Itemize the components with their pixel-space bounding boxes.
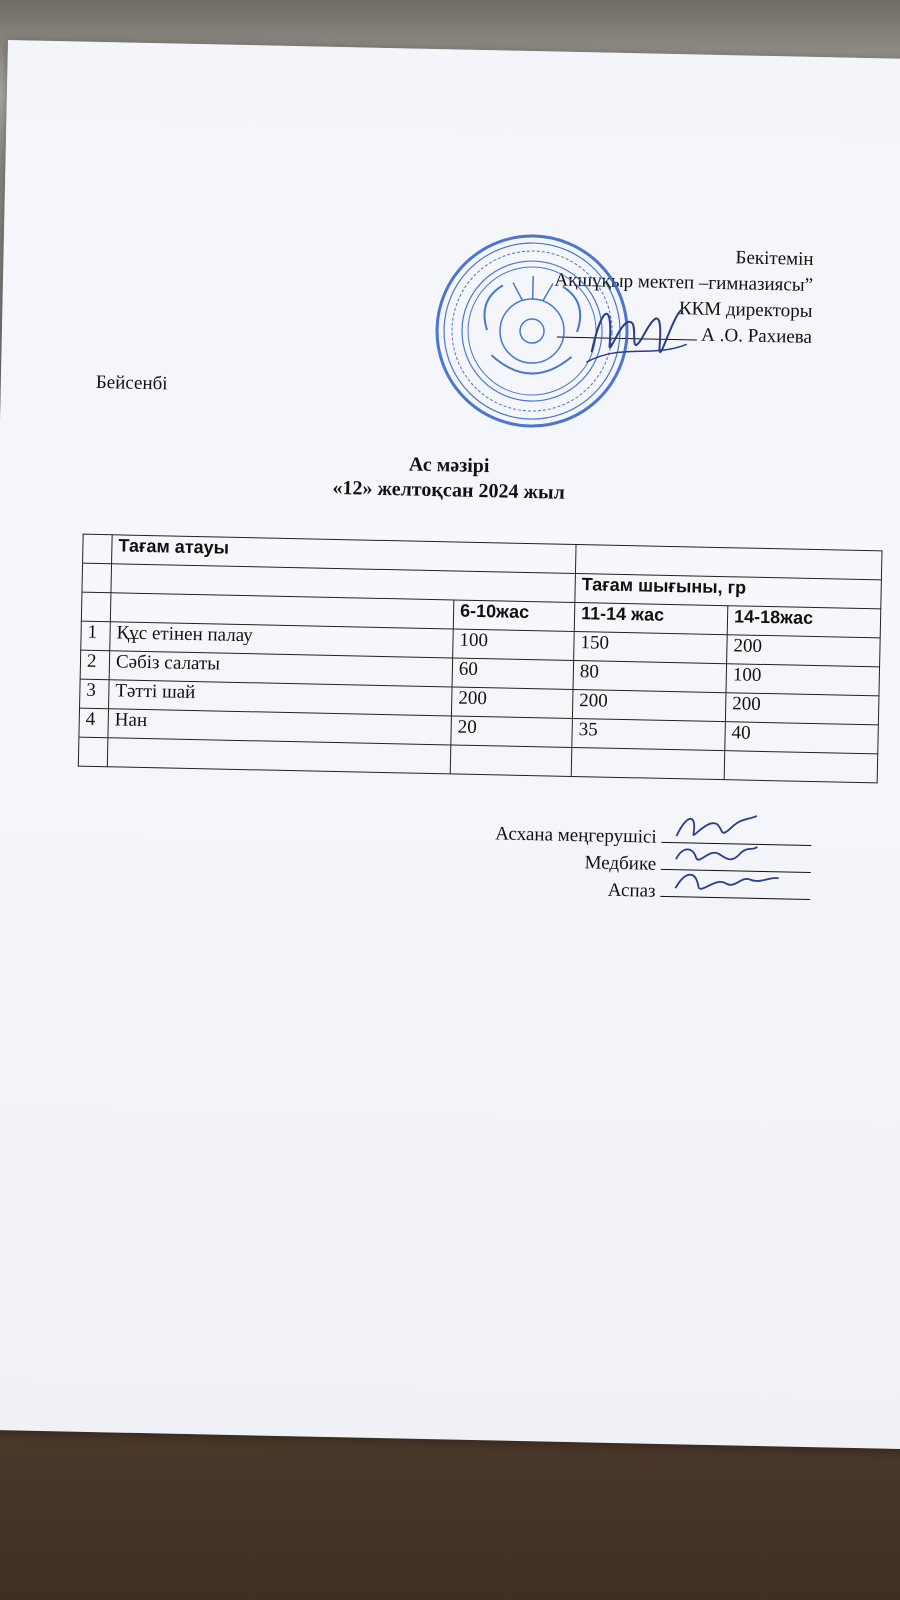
table-cell xyxy=(78,737,108,767)
dish-name: Тәтті шай xyxy=(109,680,453,716)
director-signature xyxy=(581,282,693,384)
table-cell xyxy=(81,592,111,622)
portion-cell: 80 xyxy=(573,660,727,692)
row-number: 4 xyxy=(79,708,109,738)
table-cell xyxy=(83,534,113,564)
approval-line-1: Бекітемін xyxy=(735,247,814,270)
table-cell xyxy=(724,751,878,783)
document-sheet xyxy=(0,40,900,1449)
canteen-head-label: Асхана меңгерушісі xyxy=(495,823,657,848)
row-number: 2 xyxy=(80,650,110,680)
signature-block xyxy=(494,820,812,908)
header-age-2: 11-14 жас xyxy=(574,602,728,634)
cook-label: Аспаз xyxy=(607,879,656,902)
signature-line xyxy=(660,880,810,900)
portion-cell: 35 xyxy=(572,718,726,750)
portion-cell: 200 xyxy=(725,693,879,725)
dish-name: Құс етінен палау xyxy=(110,622,454,658)
portion-cell: 60 xyxy=(452,658,574,690)
menu-date: «12» желтоқсан 2024 жыл xyxy=(332,476,566,504)
menu-table xyxy=(78,534,883,784)
header-consumption: Тағам шығыны, гр xyxy=(575,574,882,609)
portion-cell: 100 xyxy=(453,629,575,661)
approval-line-2: Ақшұқыр мектеп –гимназиясы” xyxy=(554,269,814,296)
table-cell xyxy=(450,745,572,777)
portion-cell: 40 xyxy=(725,722,879,754)
portion-cell: 20 xyxy=(451,716,573,748)
row-number: 1 xyxy=(81,621,111,651)
table-cell xyxy=(571,747,725,779)
header-age-1: 6-10жас xyxy=(453,600,575,632)
handwritten-signature xyxy=(670,862,781,898)
portion-cell: 200 xyxy=(727,635,881,667)
portion-cell: 100 xyxy=(726,664,880,696)
portion-cell: 200 xyxy=(572,689,726,721)
portion-cell: 150 xyxy=(574,631,728,663)
menu-title: Ас мәзірі xyxy=(408,453,490,478)
row-number: 3 xyxy=(80,679,110,709)
header-dish-name: Тағам атауы xyxy=(112,535,577,574)
table-cell xyxy=(107,738,451,774)
dish-name: Сәбіз салаты xyxy=(109,651,453,687)
approval-line-3: ККМ директоры xyxy=(678,298,813,322)
signature-row-cook xyxy=(494,874,811,908)
dish-name: Нан xyxy=(108,709,452,745)
portion-cell: 200 xyxy=(451,687,573,719)
table-cell xyxy=(82,563,112,593)
director-name: А .О. Рахиева xyxy=(701,324,813,348)
nurse-label: Медбике xyxy=(584,852,657,875)
weekday-label: Бейсенбі xyxy=(95,371,168,395)
header-age-3: 14-18жас xyxy=(727,606,881,638)
